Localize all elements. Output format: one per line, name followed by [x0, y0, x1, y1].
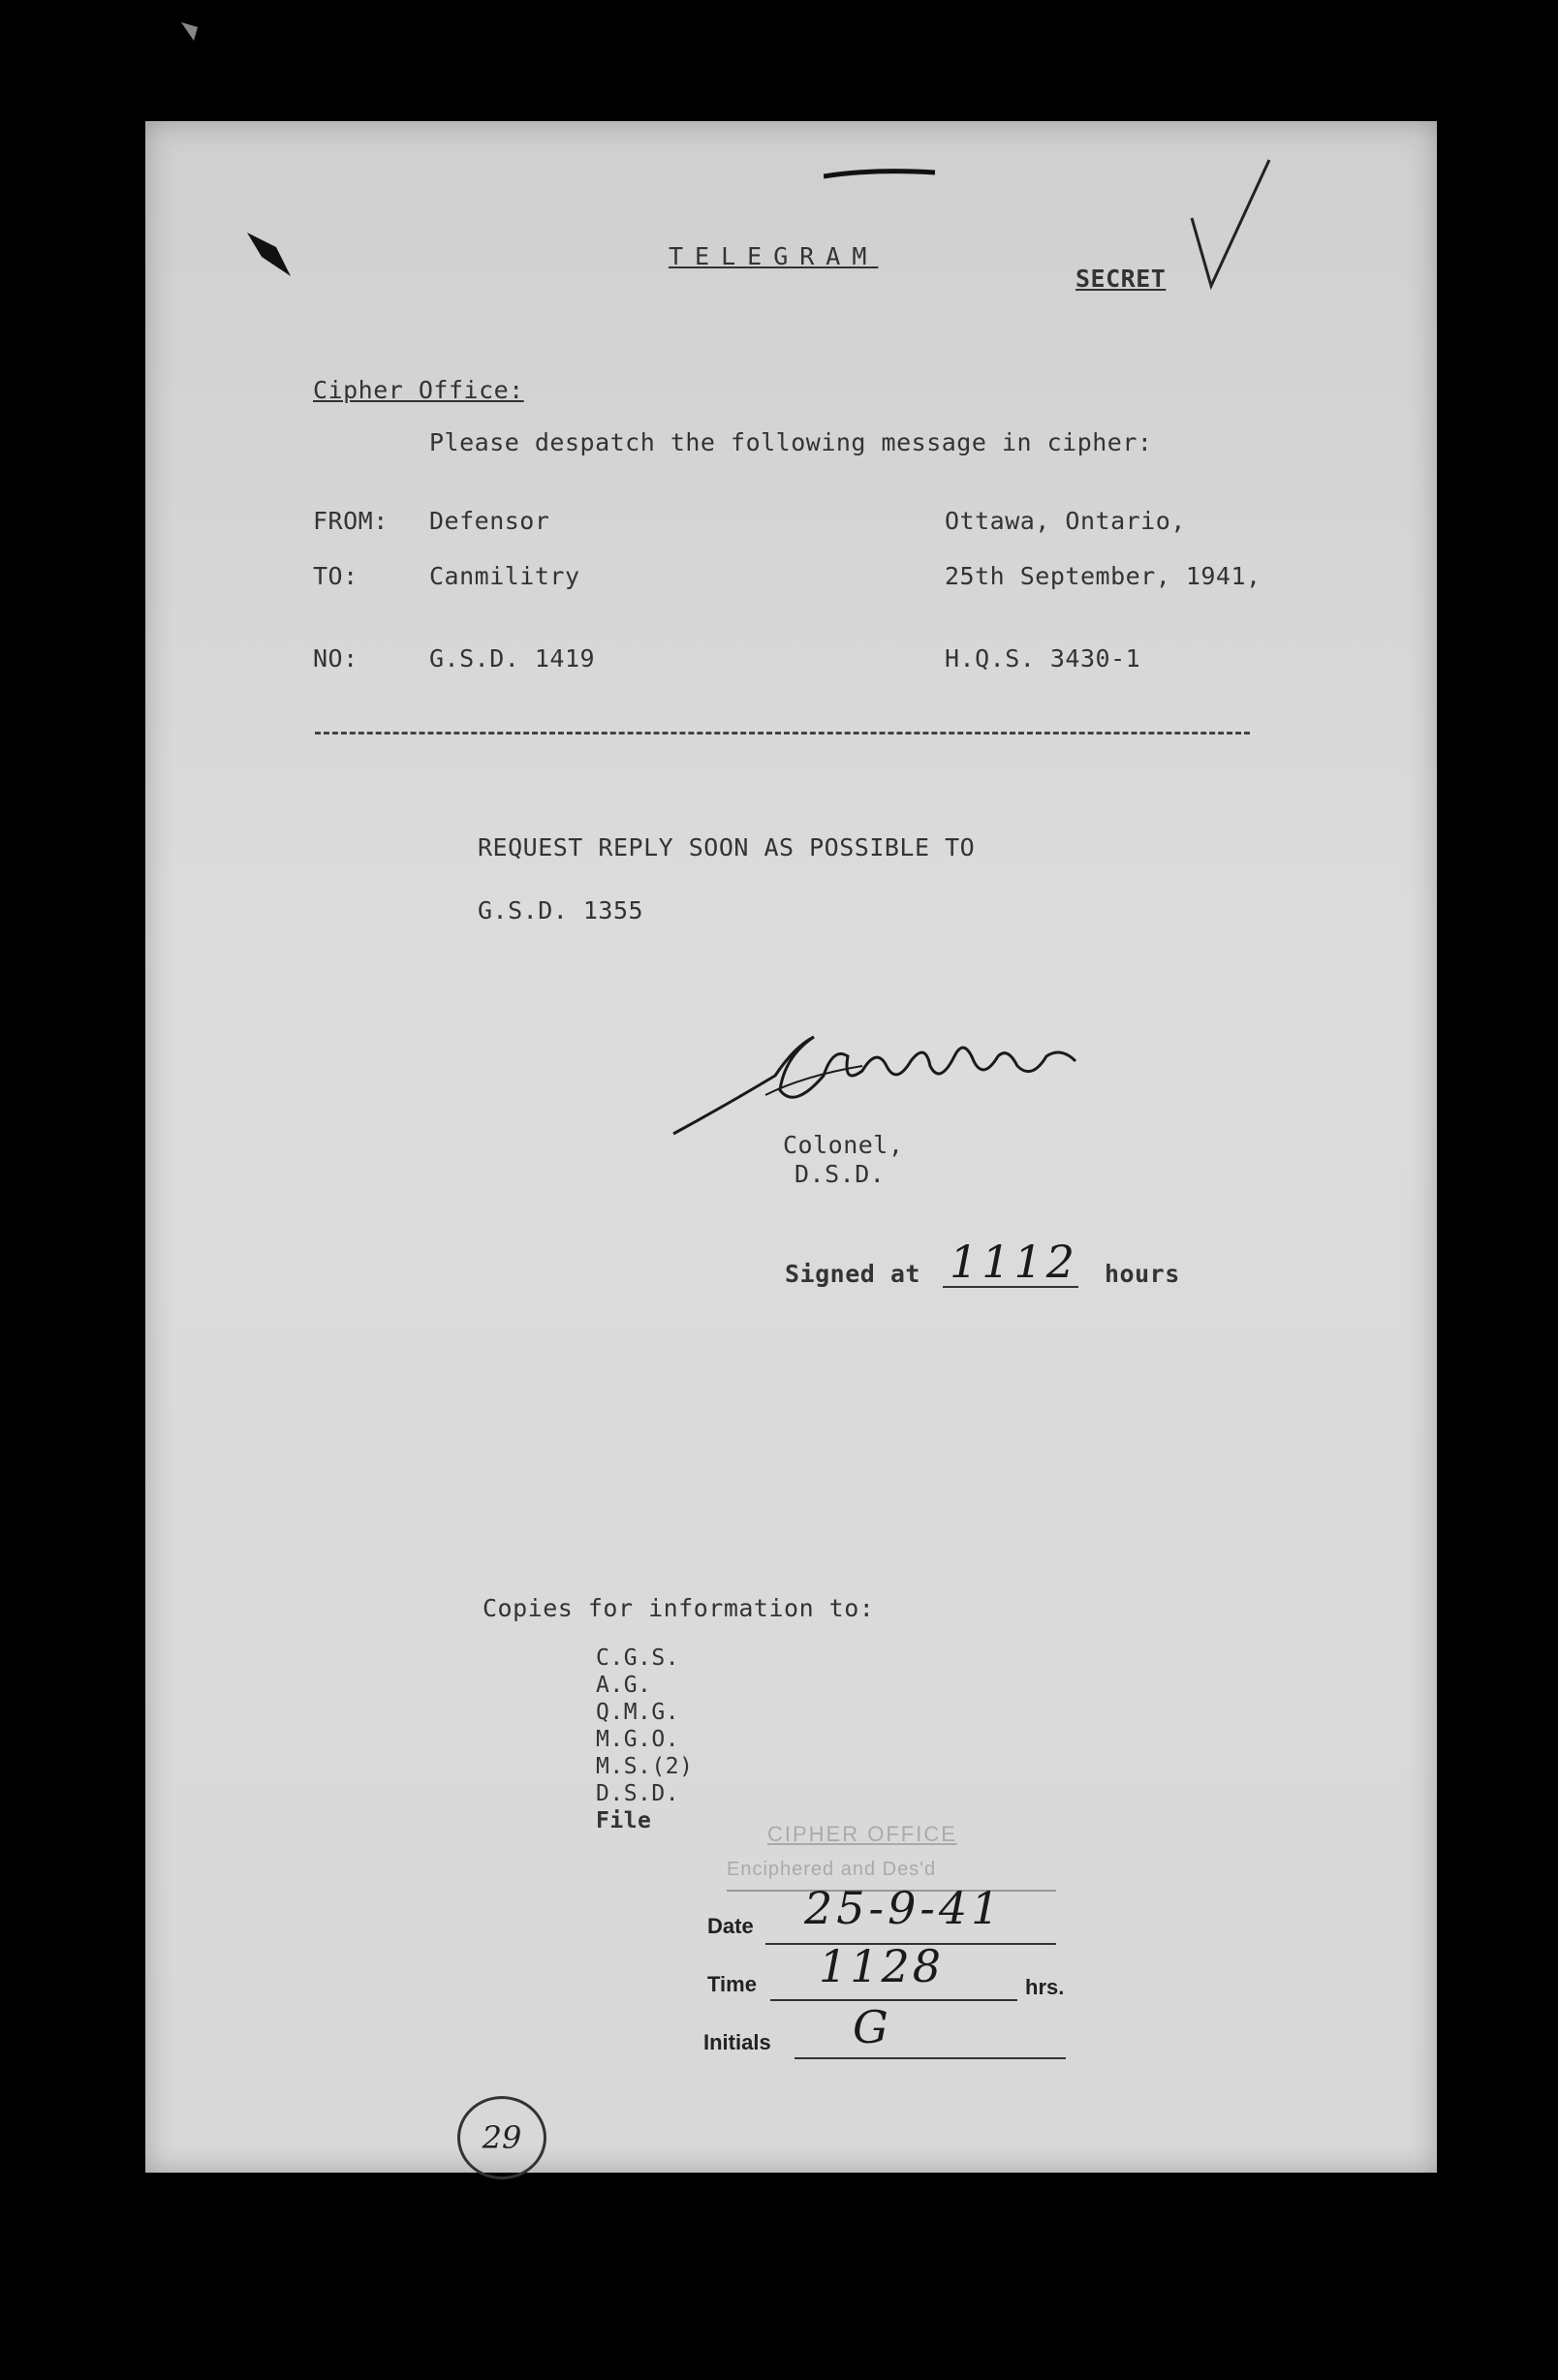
page-number: 29: [457, 2096, 546, 2179]
message-line-2: G.S.D. 1355: [478, 896, 644, 924]
signatory-rank: Colonel,: [783, 1131, 904, 1159]
stamp-initials-value: G: [853, 2001, 888, 2053]
from-value: Defensor: [429, 507, 550, 535]
ink-stroke-icon: [824, 165, 940, 184]
stamp-initials-rule: [795, 2057, 1066, 2059]
stamp-time-rule: [770, 1999, 1017, 2001]
signed-at-underline: [943, 1286, 1078, 1288]
stamp-status: Enciphered and Des'd: [727, 1859, 937, 1880]
ink-smudge-icon: [242, 223, 300, 281]
copy-recipient: Q.M.G.: [596, 1700, 680, 1725]
date: 25th September, 1941,: [945, 562, 1262, 590]
no-value: G.S.D. 1419: [429, 644, 596, 673]
stamp-date-label: Date: [707, 1914, 754, 1938]
check-mark-icon: [1182, 150, 1279, 296]
stamp-date-value: 25-9-41: [804, 1882, 1004, 1934]
place: Ottawa, Ontario,: [945, 507, 1186, 535]
signed-at-suffix: hours: [1105, 1260, 1180, 1288]
stamp-office: CIPHER OFFICE: [767, 1822, 957, 1846]
copy-recipient: M.S.(2): [596, 1754, 694, 1779]
cipher-office-stamp: [703, 1822, 1211, 2171]
copies-list: [596, 1644, 693, 1834]
to-label: TO:: [313, 562, 358, 590]
stamp-time-value: 1128: [819, 1940, 945, 1992]
cipher-instruction: Please despatch the following message in cipher:: [429, 428, 1153, 456]
telegram-page: [145, 121, 1437, 2173]
copies-heading: Copies for information to:: [483, 1594, 875, 1622]
stamp-time-suffix: hrs.: [1025, 1975, 1065, 1999]
copy-recipient: M.G.O.: [596, 1727, 680, 1752]
stamp-time-label: Time: [707, 1972, 757, 1996]
cipher-office-label: Cipher Office:: [313, 376, 524, 404]
message-line-1: REQUEST REPLY SOON AS POSSIBLE TO: [478, 833, 976, 861]
document-title: TELEGRAM: [669, 242, 879, 270]
to-value: Canmilitry: [429, 562, 580, 590]
copy-recipient: A.G.: [596, 1673, 652, 1698]
copy-recipient: File: [596, 1808, 652, 1833]
signatory-position: D.S.D.: [795, 1160, 886, 1188]
copy-recipient: D.S.D.: [596, 1781, 680, 1806]
handwritten-signature: [669, 1018, 1095, 1143]
file-reference: H.Q.S. 3430-1: [945, 644, 1141, 673]
copy-recipient: C.G.S.: [596, 1645, 680, 1671]
corner-smudge-icon: [176, 17, 205, 47]
signed-at-time: 1112: [950, 1236, 1079, 1288]
divider: [315, 732, 1250, 735]
from-label: FROM:: [313, 507, 389, 535]
classification-label: SECRET: [1075, 265, 1167, 293]
signed-at-prefix: Signed at: [785, 1260, 920, 1288]
no-label: NO:: [313, 644, 358, 673]
stamp-initials-label: Initials: [703, 2030, 771, 2054]
